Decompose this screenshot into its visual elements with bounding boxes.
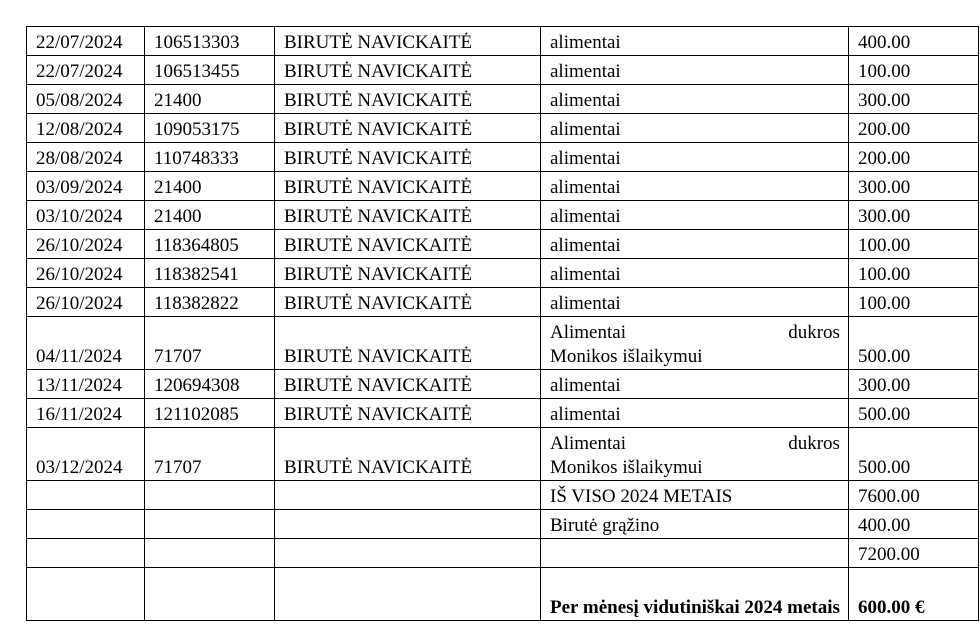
document-number-cell: 121102085 — [145, 399, 275, 428]
date-cell: 28/08/2024 — [27, 143, 145, 172]
empty-cell — [145, 510, 275, 539]
date-cell: 03/09/2024 — [27, 172, 145, 201]
empty-cell — [275, 481, 541, 510]
amount-cell: 100.00 — [848, 259, 978, 288]
description-word: Alimentai — [550, 433, 626, 454]
document-number-cell: 110748333 — [145, 143, 275, 172]
average-value: 600.00 € — [848, 568, 978, 621]
date-cell: 05/08/2024 — [27, 85, 145, 114]
date-cell: 16/11/2024 — [27, 399, 145, 428]
net-value: 7200.00 — [848, 539, 978, 568]
date-cell: 04/11/2024 — [27, 317, 145, 370]
payments-table — [26, 26, 979, 621]
payee-cell: BIRUTĖ NAVICKAITĖ — [275, 27, 541, 56]
document-number-cell: 118382541 — [145, 259, 275, 288]
summary-row-average — [27, 568, 979, 621]
amount-cell: 300.00 — [848, 370, 978, 399]
table-row — [27, 201, 979, 230]
date-cell: 26/10/2024 — [27, 230, 145, 259]
description-cell: alimentai — [541, 114, 849, 143]
document-number-cell: 118382822 — [145, 288, 275, 317]
summary-row-total — [27, 481, 979, 510]
table-row — [27, 172, 979, 201]
description-line-2: Monikos išlaikymui — [550, 457, 703, 478]
table-row — [27, 317, 979, 370]
document-number-cell: 21400 — [145, 85, 275, 114]
empty-cell — [27, 510, 145, 539]
table-row — [27, 85, 979, 114]
table-row — [27, 370, 979, 399]
amount-cell: 300.00 — [848, 172, 978, 201]
description-cell: alimentai — [541, 172, 849, 201]
document-number-cell: 21400 — [145, 201, 275, 230]
table-row — [27, 143, 979, 172]
payee-cell: BIRUTĖ NAVICKAITĖ — [275, 288, 541, 317]
description-cell — [541, 428, 849, 481]
payee-cell: BIRUTĖ NAVICKAITĖ — [275, 56, 541, 85]
payee-cell: BIRUTĖ NAVICKAITĖ — [275, 399, 541, 428]
summary-row-returned — [27, 510, 979, 539]
table-row — [27, 399, 979, 428]
total-value: 7600.00 — [848, 481, 978, 510]
table-row — [27, 230, 979, 259]
description-line-1 — [550, 321, 848, 345]
empty-cell — [275, 510, 541, 539]
empty-cell — [27, 481, 145, 510]
average-label: Per mėnesį vidutiniškai 2024 metais — [541, 568, 849, 621]
payee-cell: BIRUTĖ NAVICKAITĖ — [275, 259, 541, 288]
description-cell: alimentai — [541, 56, 849, 85]
description-cell — [541, 317, 849, 370]
amount-cell: 500.00 — [848, 428, 978, 481]
empty-cell — [145, 481, 275, 510]
returned-value: 400.00 — [848, 510, 978, 539]
empty-cell — [541, 539, 849, 568]
payee-cell: BIRUTĖ NAVICKAITĖ — [275, 114, 541, 143]
payee-cell: BIRUTĖ NAVICKAITĖ — [275, 428, 541, 481]
document-number-cell: 21400 — [145, 172, 275, 201]
amount-cell: 400.00 — [848, 27, 978, 56]
description-cell: alimentai — [541, 230, 849, 259]
description-word: Alimentai — [550, 322, 626, 343]
payee-cell: BIRUTĖ NAVICKAITĖ — [275, 230, 541, 259]
table-row — [27, 27, 979, 56]
amount-cell: 500.00 — [848, 399, 978, 428]
description-cell: alimentai — [541, 259, 849, 288]
date-cell: 26/10/2024 — [27, 288, 145, 317]
empty-cell — [27, 539, 145, 568]
amount-cell: 300.00 — [848, 201, 978, 230]
description-cell: alimentai — [541, 399, 849, 428]
description-word: dukros — [788, 322, 840, 343]
payee-cell: BIRUTĖ NAVICKAITĖ — [275, 201, 541, 230]
amount-cell: 300.00 — [848, 85, 978, 114]
amount-cell: 500.00 — [848, 317, 978, 370]
date-cell: 03/10/2024 — [27, 201, 145, 230]
amount-cell: 200.00 — [848, 114, 978, 143]
empty-cell — [275, 539, 541, 568]
empty-cell — [275, 568, 541, 621]
description-cell: alimentai — [541, 201, 849, 230]
date-cell: 03/12/2024 — [27, 428, 145, 481]
description-line-2: Monikos išlaikymui — [550, 346, 703, 367]
table-row — [27, 288, 979, 317]
document-number-cell: 120694308 — [145, 370, 275, 399]
summary-row-net — [27, 539, 979, 568]
description-cell: alimentai — [541, 85, 849, 114]
amount-cell: 100.00 — [848, 56, 978, 85]
empty-cell — [27, 568, 145, 621]
description-line-1 — [550, 432, 848, 456]
table-row — [27, 56, 979, 85]
document-number-cell: 71707 — [145, 428, 275, 481]
table-row — [27, 114, 979, 143]
description-cell: alimentai — [541, 143, 849, 172]
document-number-cell: 106513455 — [145, 56, 275, 85]
payee-cell: BIRUTĖ NAVICKAITĖ — [275, 172, 541, 201]
empty-cell — [145, 568, 275, 621]
total-label: IŠ VISO 2024 METAIS — [541, 481, 849, 510]
description-cell: alimentai — [541, 370, 849, 399]
payee-cell: BIRUTĖ NAVICKAITĖ — [275, 370, 541, 399]
amount-cell: 100.00 — [848, 288, 978, 317]
description-word: dukros — [788, 433, 840, 454]
description-cell: alimentai — [541, 288, 849, 317]
table-row — [27, 428, 979, 481]
document-number-cell: 71707 — [145, 317, 275, 370]
date-cell: 22/07/2024 — [27, 56, 145, 85]
returned-label: Birutė grąžino — [541, 510, 849, 539]
date-cell: 22/07/2024 — [27, 27, 145, 56]
payee-cell: BIRUTĖ NAVICKAITĖ — [275, 317, 541, 370]
date-cell: 26/10/2024 — [27, 259, 145, 288]
empty-cell — [145, 539, 275, 568]
document-number-cell: 118364805 — [145, 230, 275, 259]
table-row — [27, 259, 979, 288]
amount-cell: 200.00 — [848, 143, 978, 172]
amount-cell: 100.00 — [848, 230, 978, 259]
document-number-cell: 109053175 — [145, 114, 275, 143]
description-cell: alimentai — [541, 27, 849, 56]
date-cell: 13/11/2024 — [27, 370, 145, 399]
document-number-cell: 106513303 — [145, 27, 275, 56]
date-cell: 12/08/2024 — [27, 114, 145, 143]
payee-cell: BIRUTĖ NAVICKAITĖ — [275, 85, 541, 114]
payee-cell: BIRUTĖ NAVICKAITĖ — [275, 143, 541, 172]
